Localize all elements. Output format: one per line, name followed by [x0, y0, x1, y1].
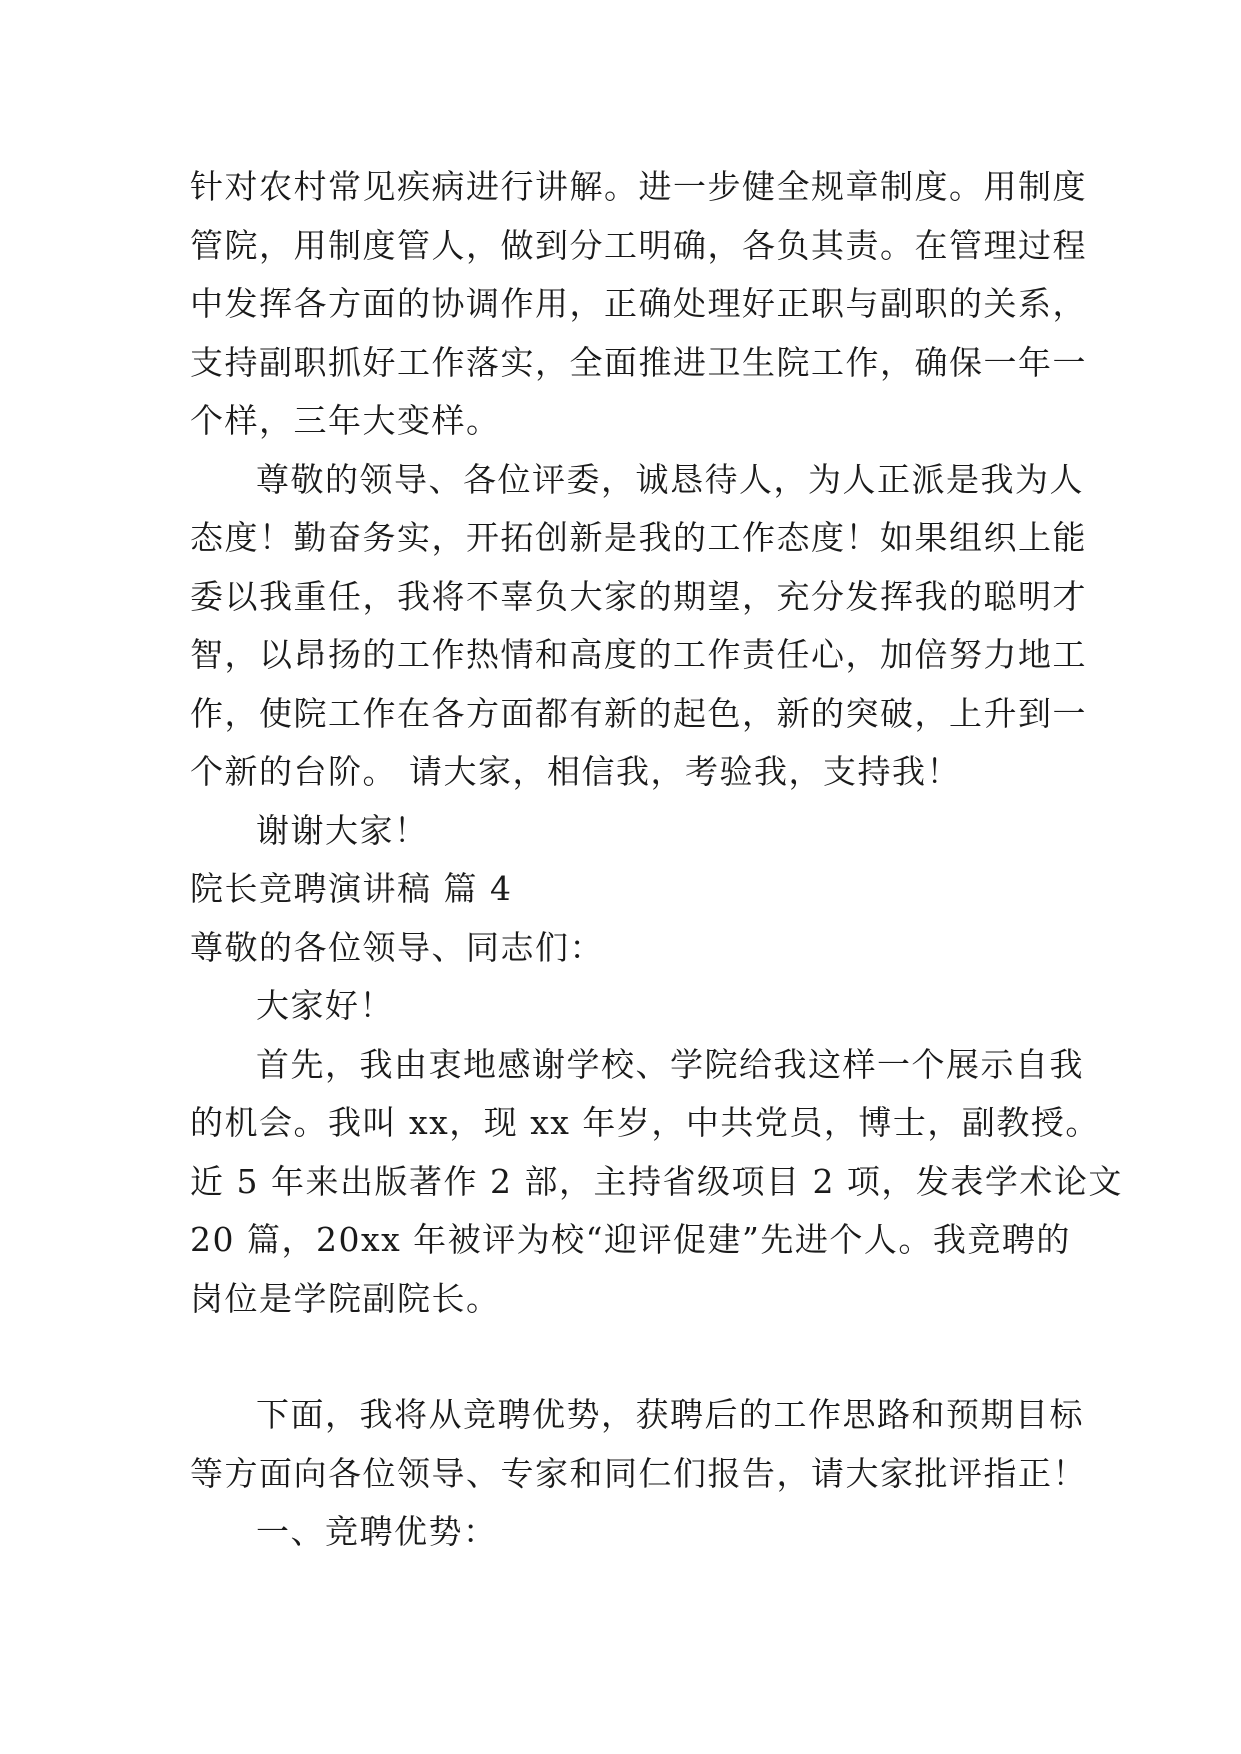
- text-line: 支持副职抓好工作落实，全面推进卫生院工作，确保一年一: [190, 342, 1087, 382]
- greeting: 大家好！: [256, 986, 394, 1025]
- paragraph-2: [190, 451, 1087, 802]
- text-line: 个新的台阶。 请大家，相信我，考验我，支持我！: [190, 752, 961, 791]
- paragraph-4: [190, 1386, 1087, 1503]
- paragraph-1: [190, 158, 1087, 451]
- text-line: 个样，三年大变样。: [190, 401, 501, 440]
- heading-competitive-advantages: 一、竞聘优势：: [256, 1512, 498, 1551]
- text-line: 中发挥各方面的协调作用，正确处理好正职与副职的关系，: [190, 284, 1087, 323]
- text-line: 下面，我将从竞聘优势，获聘后的工作思路和预期目标: [256, 1395, 1084, 1434]
- salutation: 尊敬的各位领导、同志们：: [190, 927, 604, 967]
- text-line: 岗位是学院副院长。: [190, 1278, 501, 1318]
- text-line: 针对农村常见疾病进行讲解。进一步健全规章制度。用制度: [190, 167, 1087, 206]
- text-line: 首先，我由衷地感谢学校、学院给我这样一个展示自我: [256, 1044, 1084, 1084]
- text-line: 管院，用制度管人，做到分工明确，各负其责。在管理过程: [190, 225, 1087, 265]
- document-page: [190, 158, 1123, 1562]
- text-line: 作，使院工作在各方面都有新的起色，新的突破，上升到一: [190, 693, 1087, 733]
- section-title: 院长竞聘演讲稿 篇 4: [190, 869, 513, 908]
- thanks-line: 谢谢大家！: [256, 810, 429, 850]
- text-line: 委以我重任，我将不辜负大家的期望，充分发挥我的聪明才: [190, 576, 1087, 616]
- text-line: 尊敬的领导、各位评委，诚恳待人，为人正派是我为人: [256, 459, 1084, 499]
- paragraph-3: [190, 1036, 1123, 1329]
- text-line: 态度！勤奋务实，开拓创新是我的工作态度！如果组织上能: [190, 518, 1087, 557]
- text-line: 等方面向各位领导、专家和同仁们报告，请大家批评指正！: [190, 1453, 1087, 1493]
- text-line: 20 篇，20xx 年被评为校“迎评促建”先进个人。我竞聘的: [190, 1220, 1071, 1259]
- blank-line: [190, 1328, 1070, 1386]
- text-line: 的机会。我叫 xx，现 xx 年岁，中共党员，博士，副教授。: [190, 1103, 1100, 1142]
- text-line: 智，以昂扬的工作热情和高度的工作责任心，加倍努力地工: [190, 635, 1087, 674]
- text-line: 近 5 年来出版著作 2 部，主持省级项目 2 项，发表学术论文: [190, 1161, 1123, 1201]
